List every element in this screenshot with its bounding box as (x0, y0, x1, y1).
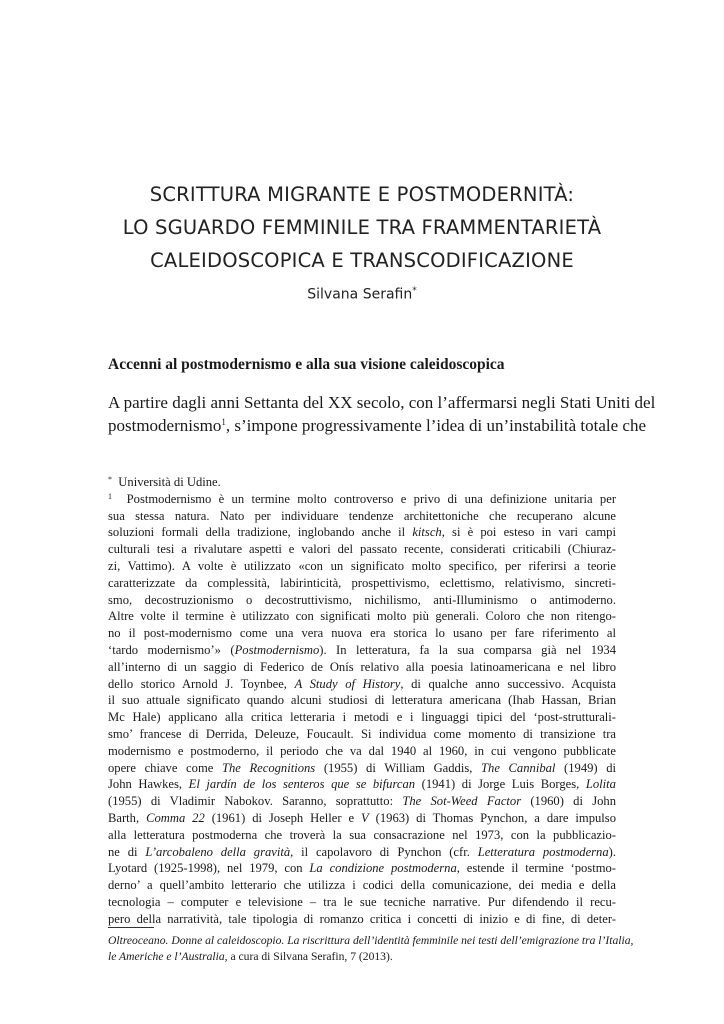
footnote-text: Barth, (108, 810, 147, 825)
section-heading: Accenni al postmodernismo e alla sua visione caleidoscopica (108, 356, 505, 373)
footnote-star (108, 474, 616, 491)
footnote-1-line (108, 491, 616, 508)
footnote-1-line (108, 911, 616, 928)
footnote-text: Lyotard (1925-1998), nel 1979, con (108, 861, 310, 876)
footnote-text: il suo attuale significato quando alcuni studiosi di letteratura americana (Ihab Hassan, Brian (108, 693, 616, 708)
footnote-text: tecnologia – computer e televisione – tra le sue tecniche narrative. Pur difendendo il recu- (108, 894, 616, 909)
footnote-1-line (108, 692, 616, 709)
source-line-2 (108, 949, 616, 965)
footnote-text: dello storico Arnold J. Toynbee, (108, 676, 295, 691)
author-line (80, 286, 644, 303)
footnote-text: modernismo e postmoderno, il periodo che va dal 1940 al 1960, in cui vengono pubblicate (108, 743, 616, 758)
footnote-text: no il post-modernismo come una vera nuova era storica lo usano per fare riferimento al (108, 626, 616, 641)
source-citation (108, 933, 634, 965)
source-line-2-rest: , a cura di Silvana Serafin, 7 (2013). (224, 950, 393, 963)
footnote-text: ). In letteratura, fa la sua comparsa già nel 1934 (319, 642, 616, 657)
footnote-1-line (108, 592, 616, 609)
footnotes (108, 474, 616, 928)
body-line-2 (108, 415, 646, 438)
footnote-1-line (108, 760, 616, 777)
footnote-text: smo’ francese di Derrida, Deleuze, Foucault. Si individua come momento di transizione tra (108, 726, 616, 741)
source-line-1 (108, 933, 634, 949)
footnote-1-mark: 1 (108, 491, 112, 501)
footnote-1-line (108, 793, 616, 810)
footnote-text: (1955) di Vladimir Nabokov. Saranno, soprattutto: (108, 794, 403, 809)
footnote-text: alla letteratura postmoderna che troverà la sua consacrazione nel 1973, con la pubblicazio- (108, 827, 616, 842)
footnote-text: sua stessa natura. Nato per individuare tendenze architettoniche che recuperano alcune (108, 508, 616, 523)
article-title (80, 178, 644, 277)
footnote-1-line (108, 508, 616, 525)
footnote-1-line (108, 558, 616, 575)
footnote-text: , il capolavoro di Pynchon (cfr. (290, 844, 478, 859)
footnote-text: , di qualche anno successivo. Acquista (400, 676, 616, 691)
footnote-1-line (108, 642, 616, 659)
footnote-text: culturali tesi a rivalutare aspetti e valori del passato recente, considerati criticabili (Chiuraz- (108, 542, 616, 557)
footnote-text: ). (608, 844, 616, 859)
footnote-1-line (108, 625, 616, 642)
footnote-1-line (108, 524, 616, 541)
footnote-text: , si è poi esteso in vari campi (441, 525, 616, 540)
footnote-title-italic: The Sot-Weed Factor (402, 794, 522, 809)
footnote-title-italic: A Study of History (294, 676, 401, 691)
footnote-1-line (108, 608, 616, 625)
footnote-text: pero della narratività, tale tipologia di romanzo critica i concetti di inizio e di fine, di deter- (108, 911, 616, 926)
title-line-1: SCRITTURA MIGRANTE E POSTMODERNITÀ: (149, 183, 575, 206)
footnote-text: John Hawkes, (108, 777, 189, 792)
footnote-1-line (108, 860, 616, 877)
footnote-text: all’interno di un saggio di Federico de Onís relativo alla poesia latinoamericana e nel libro (108, 659, 616, 674)
footnote-title-italic: Postmodernismo (234, 642, 320, 657)
footnote-text: opere chiave come (108, 760, 222, 775)
footnote-text: smo, decostruzionismo o decostruttivismo, nichilismo, anti-Illuminismo o antimoderno. (108, 592, 616, 607)
footnote-1-line (108, 844, 616, 861)
body-line-1: A partire dagli anni Settanta del XX secolo, con l’affermarsi negli Stati Uniti del (108, 393, 656, 412)
footnote-text: (1960) di John (521, 794, 616, 809)
footnote-text: , estende il termine ‘postmo- (456, 861, 616, 876)
source-line-2-italic: le Americhe e l’Australia (108, 950, 225, 963)
footnote-ref-1: 1 (221, 416, 226, 427)
footnote-title-italic: El jardín de los senteros que se bifurcan (188, 777, 416, 792)
footnote-text: derno’ a quell’ambito letterario che utilizza i codici della comunicazione, dei media e della (108, 878, 616, 893)
footnote-text: Mc Hale) applicano alla critica letteraria i metodi e i linguaggi tipici del ‘post-strutturali- (108, 710, 616, 725)
footnote-title-italic: Lolita (585, 777, 616, 792)
footnote-text: Postmodernismo è un termine molto controverso e privo di una definizione unitaria per (126, 491, 617, 506)
divider-rule (108, 927, 154, 928)
source-line-1-italic: Oltreoceano. Donne al caleidoscopio. La riscrittura dell’identità femminile nei testi dell’emigrazione tra l’Italia, (108, 934, 634, 947)
footnote-star-text: Università di Udine. (118, 475, 221, 489)
footnote-text: ‘tardo modernismo’» ( (108, 642, 235, 657)
footnote-1-line (108, 877, 616, 894)
footnote-1-line (108, 810, 616, 827)
footnote-star-mark: * (108, 475, 112, 484)
footnote-title-italic: L’arcobaleno della gravità (145, 844, 291, 859)
footnote-text: (1961) di Joseph Heller e (204, 810, 362, 825)
footnote-text: (1949) di (555, 760, 617, 775)
footnote-title-italic: Letteratura postmoderna (477, 844, 609, 859)
body-line-2-end: , s’impone progressivamente l’idea di un’instabilità totale che (225, 415, 646, 435)
footnote-1-line (108, 827, 616, 844)
footnote-1-line (108, 776, 616, 793)
footnote-title-italic: V (361, 810, 369, 825)
footnote-1-line (108, 726, 616, 743)
footnote-text: zi, Vattimo). A volte è utilizzato «con un significato molto specifico, per riferirsi a teorie (108, 558, 616, 573)
title-line-3: CALEIDOSCOPICA E TRANSCODIFICAZIONE (150, 249, 574, 272)
footnote-text: ne di (108, 844, 146, 859)
footnote-text: Altre volte il termine è utilizzato con significati molto più generali. Coloro che non ritengo- (108, 609, 616, 624)
footnote-1 (108, 491, 616, 928)
author-name: Silvana Serafin (307, 286, 413, 303)
footnote-title-italic: Comma 22 (146, 810, 205, 825)
footnote-title-italic: La condizione postmoderna (309, 861, 457, 876)
footnote-1-line (108, 659, 616, 676)
footnote-title-italic: kitsch (412, 525, 442, 540)
footnote-text: caratterizzate da complessità, labirinticità, prospettivismo, eclettismo, relativismo, sincreti- (108, 575, 616, 590)
footnote-1-line (108, 709, 616, 726)
footnote-1-line (108, 575, 616, 592)
footnote-1-line (108, 743, 616, 760)
footnote-1-line (108, 676, 616, 693)
body-paragraph (108, 392, 656, 437)
footnote-title-italic: The Recognitions (221, 760, 316, 775)
footnote-title-italic: The Cannibal (481, 760, 556, 775)
footnote-text: (1963) di Thomas Pynchon, a dare impulso (368, 810, 616, 825)
footnote-text: (1941) di Jorge Luis Borges, (415, 777, 586, 792)
title-line-2: LO SGUARDO FEMMINILE TRA FRAMMENTARIETÀ (122, 216, 602, 239)
footnote-1-line (108, 894, 616, 911)
body-line-2-start: postmodernismo (108, 415, 222, 435)
footnote-1-line (108, 541, 616, 558)
footnote-text: (1955) di William Gaddis, (315, 760, 482, 775)
footnote-text: soluzioni formali della tradizione, inglobando anche il (108, 525, 413, 540)
author-footnote-mark: * (412, 286, 417, 296)
